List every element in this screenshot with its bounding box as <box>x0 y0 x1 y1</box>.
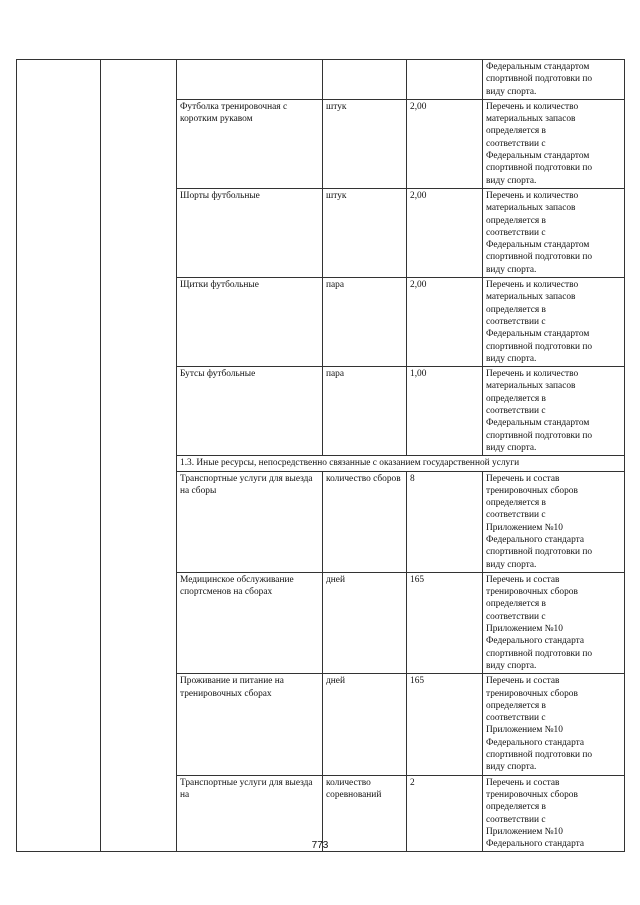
name-cell: Шорты футбольные <box>177 188 323 277</box>
unit-cell: пара <box>323 367 407 456</box>
note-cell: Перечень и состав тренировочных сборов определяется в соответствии с Приложением №10 Федерального стандарта спортивной подготовки по виду спорта. <box>483 471 625 572</box>
note-cell: Перечень и состав тренировочных сборов определяется в соответствии с Приложением №10 Федерального стандарта спортивной подготовки по виду спорта. <box>483 674 625 775</box>
unit-cell: количество сборов <box>323 471 407 572</box>
left-empty-cell-1 <box>17 60 101 852</box>
note-cell: Перечень и количество материальных запасов определяется в соответствии с Федеральным стандартом спортивной подготовки по виду спорта. <box>483 367 625 456</box>
note-cell: Перечень и количество материальных запасов определяется в соответствии с Федеральным стандартом спортивной подготовки по виду спорта. <box>483 278 625 367</box>
unit-cell <box>323 60 407 100</box>
qty-cell <box>407 60 483 100</box>
resource-table <box>16 59 625 852</box>
unit-cell: пара <box>323 278 407 367</box>
note-cell: Перечень и количество материальных запасов определяется в соответствии с Федеральным стандартом спортивной подготовки по виду спорта. <box>483 99 625 188</box>
name-cell: Медицинское обслуживание спортсменов на сборах <box>177 572 323 673</box>
qty-cell: 8 <box>407 471 483 572</box>
qty-cell: 2,00 <box>407 278 483 367</box>
name-cell: Проживание и питание на тренировочных сборах <box>177 674 323 775</box>
note-cell: Перечень и состав тренировочных сборов определяется в соответствии с Приложением №10 Федерального стандарта <box>483 775 625 852</box>
unit-cell: дней <box>323 572 407 673</box>
name-cell: Футболка тренировочная с коротким рукавом <box>177 99 323 188</box>
name-cell: Транспортные услуги для выезда на сборы <box>177 471 323 572</box>
note-cell: Перечень и состав тренировочных сборов определяется в соответствии с Приложением №10 Федерального стандарта спортивной подготовки по виду спорта. <box>483 572 625 673</box>
qty-cell: 1,00 <box>407 367 483 456</box>
page-number: 773 <box>311 840 329 851</box>
qty-cell: 2 <box>407 775 483 852</box>
name-cell: Щитки футбольные <box>177 278 323 367</box>
qty-cell: 2,00 <box>407 99 483 188</box>
table-row <box>17 60 625 100</box>
name-cell: Бутсы футбольные <box>177 367 323 456</box>
left-empty-cell-2 <box>101 60 177 852</box>
name-cell: Транспортные услуги для выезда на <box>177 775 323 852</box>
unit-cell: штук <box>323 99 407 188</box>
qty-cell: 165 <box>407 674 483 775</box>
unit-cell: штук <box>323 188 407 277</box>
note-cell: Перечень и количество материальных запасов определяется в соответствии с Федеральным стандартом спортивной подготовки по виду спорта. <box>483 188 625 277</box>
qty-cell: 2,00 <box>407 188 483 277</box>
unit-cell: дней <box>323 674 407 775</box>
qty-cell: 165 <box>407 572 483 673</box>
name-cell <box>177 60 323 100</box>
unit-cell: количество соревнований <box>323 775 407 852</box>
note-cell: Федеральным стандартом спортивной подготовки по виду спорта. <box>483 60 625 100</box>
section-heading: 1.3. Иные ресурсы, непосредственно связанные с оказанием государственной услуги <box>177 456 625 471</box>
